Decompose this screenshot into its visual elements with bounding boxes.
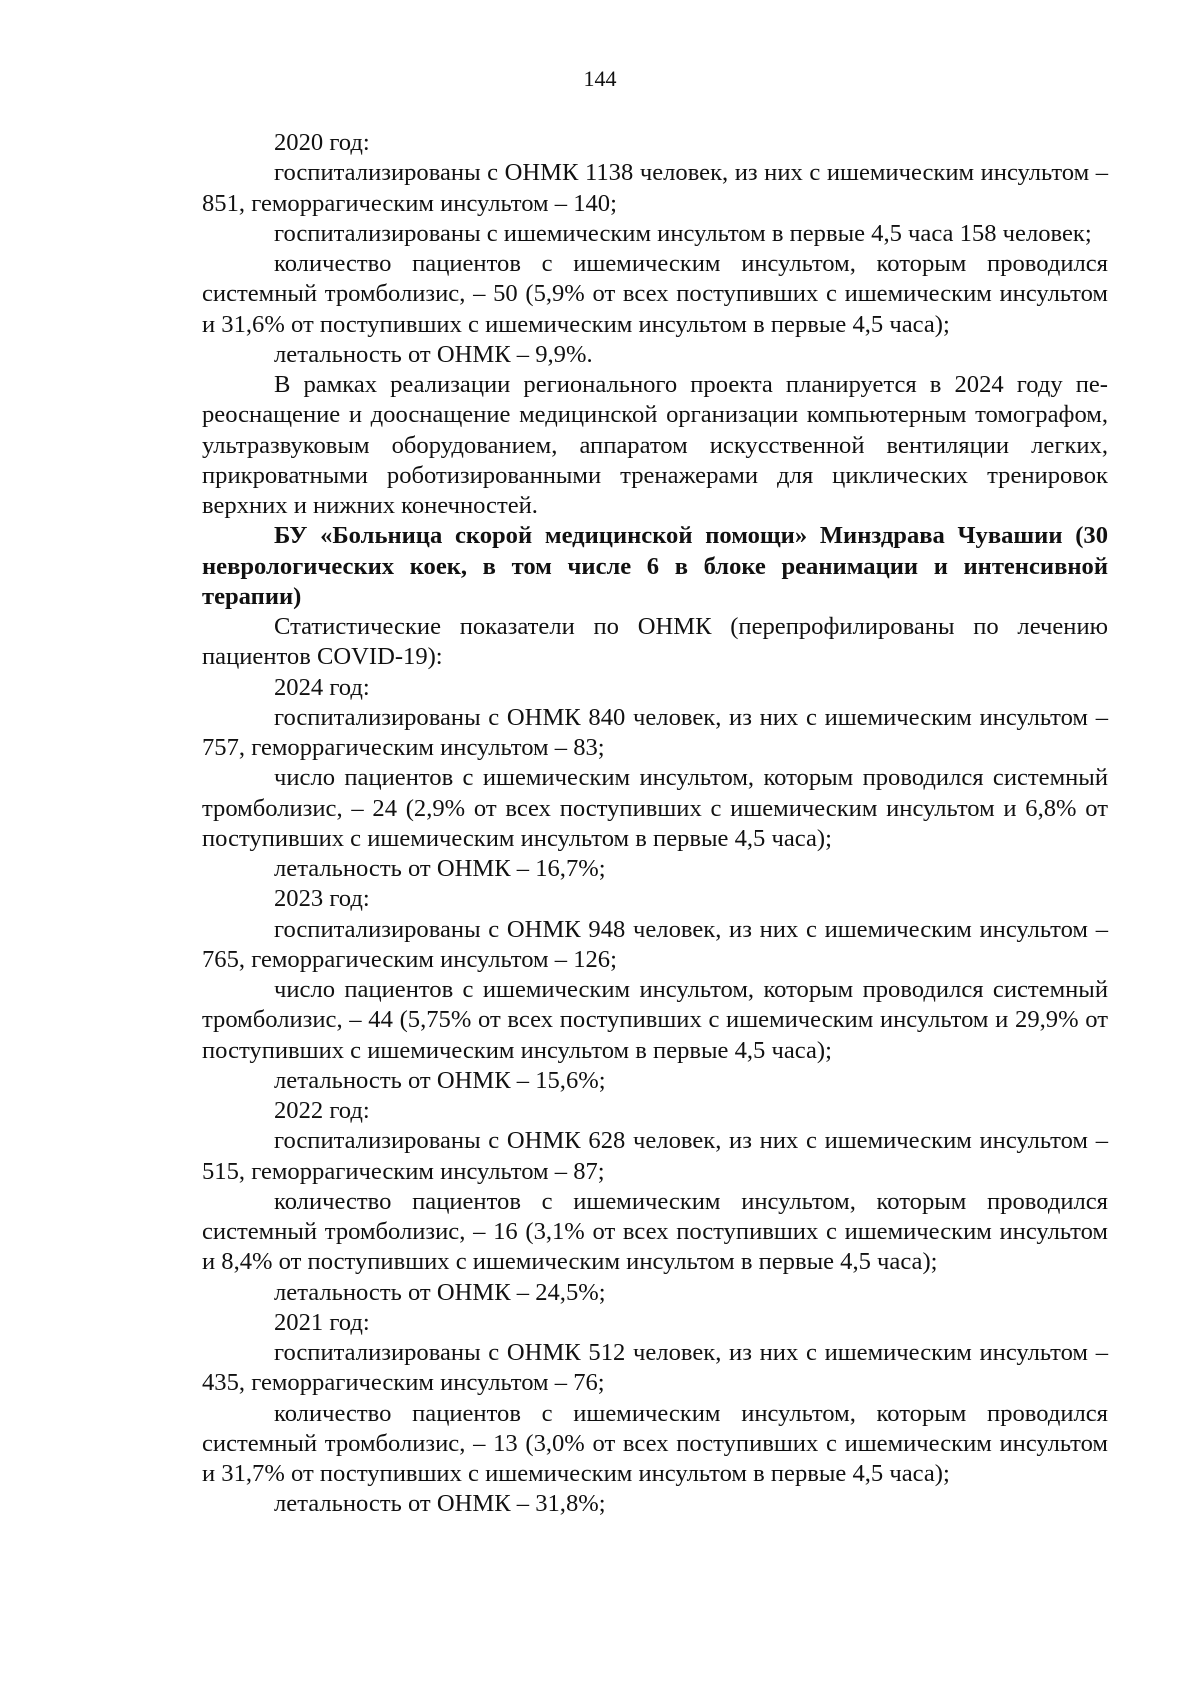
paragraph-year-2020-heading: 2020 год:: [274, 129, 370, 156]
paragraph-year-2024-heading: 2024 год:: [274, 673, 370, 701]
paragraph-2021-mortality: летальность от ОНМК – 31,8%;: [274, 1490, 606, 1518]
paragraph-regional-project: В рамках реализации регионального проекта планируется в 2024 году переоснащение и дооснащение медицинской организации компьютерным томографом, ультразвуковым оборудованием, аппаратом искусственной вентиляции легких, прикроватными роботизированными тренажерами для циклических тренировок верхних и нижних конечностей.: [202, 371, 1108, 519]
paragraph-year-2021-heading: 2021 год:: [274, 1308, 370, 1336]
paragraph-2022-hospitalized: госпитализированы с ОНМК 628 человек, из них с ишемическим инсультом – 515, геморрагическим инсультом – 87;: [202, 1127, 1108, 1185]
paragraph-2020-first-hours: госпитализированы с ишемическим инсультом в первые 4,5 часа 158 человек;: [274, 219, 1092, 247]
paragraph-2021-hospitalized: госпитализированы с ОНМК 512 человек, из них с ишемическим инсультом – 435, геморрагическим инсультом – 76;: [202, 1339, 1108, 1397]
paragraph-year-2023-heading: 2023 год:: [274, 885, 370, 913]
paragraph-2023-mortality: летальность от ОНМК – 15,6%;: [274, 1066, 606, 1094]
paragraph-2021-thrombolysis: количество пациентов с ишемическим инсультом, которым проводился системный тромболизис, – 13 (3,0% от всех поступивших с ишемическим инсультом и 31,7% от поступивших с ишемическим инсультом в первые 4,5 часа);: [202, 1399, 1108, 1487]
paragraph-2022-thrombolysis: количество пациентов с ишемическим инсультом, которым проводился системный тромболизис, – 16 (3,1% от всех поступивших с ишемическим инсультом и 8,4% от поступивших с ишемическим инсультом в первые 4,5 часа);: [202, 1187, 1108, 1276]
paragraph-year-2022-heading: 2022 год:: [274, 1097, 370, 1124]
paragraph-statistics-intro: Статистические показатели по ОНМК (перепрофилированы по лечению пациентов COVID-19):: [202, 613, 1108, 671]
paragraph-2020-mortality: летальность от ОНМК – 9,9%.: [274, 340, 593, 368]
paragraph-2020-thrombolysis: количество пациентов с ишемическим инсультом, которым проводился системный тромболизис, – 50 (5,9% от всех поступивших с ишемическим инсультом и 31,6% от поступивших с ишемическим инсультом в первые 4,5 часа);: [202, 250, 1108, 338]
paragraph-2024-thrombolysis: число пациентов с ишемическим инсультом, которым проводился системный тромболизис, – 24 (2,9% от всех поступивших с ишемическим инсультом и 6,8% от поступивших с ишемическим инсультом в первые 4,5 часа);: [202, 764, 1108, 852]
paragraph-2020-hospitalized: госпитализированы с ОНМК 1138 человек, из них с ишемическим инсультом – 851, геморрагическим инсультом – 140;: [202, 159, 1108, 217]
paragraph-2024-mortality: летальность от ОНМК – 16,7%;: [274, 855, 606, 882]
paragraph-2023-thrombolysis: число пациентов с ишемическим инсультом, которым проводился системный тромболизис, – 44 (5,75% от всех поступивших с ишемическим инсультом и 29,9% от поступивших с ишемическим инсультом в первые 4,5 часа);: [202, 976, 1108, 1064]
page-number: 144: [583, 66, 617, 91]
hospital-section-heading: БУ «Больница скорой медицинской помощи» Минздрава Чувашии (30 неврологических коек, в том числе 6 в блоке реанимации и интенсивной терапии): [202, 522, 1108, 610]
paragraph-2022-mortality: летальность от ОНМК – 24,5%;: [274, 1278, 606, 1306]
paragraph-2023-hospitalized: госпитализированы с ОНМК 948 человек, из них с ишемическим инсультом – 765, геморрагическим инсультом – 126;: [202, 915, 1108, 973]
paragraph-2024-hospitalized: госпитализированы с ОНМК 840 человек, из них с ишемическим инсультом – 757, геморрагическим инсультом – 83;: [202, 703, 1108, 761]
document-body: [202, 128, 1108, 1520]
